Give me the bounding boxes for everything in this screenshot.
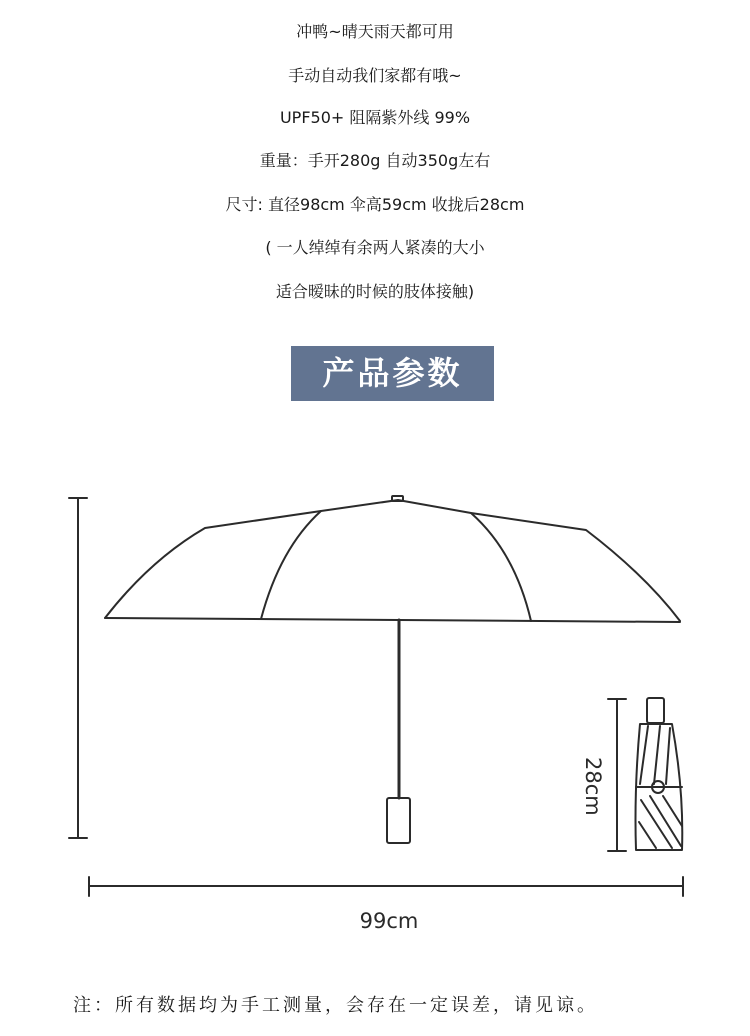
intro-line-6: ( 一人绰绰有余两人紧凑的大小: [265, 238, 485, 257]
intro-line-2: 手动自动我们家都有哦~: [288, 66, 462, 85]
measurement-footnote: 注：所有数据均为手工测量，会存在一定误差，请见谅。: [73, 995, 598, 1016]
umbrella-rib-right: [471, 513, 531, 621]
height-dimension-line: [69, 498, 87, 838]
width-label: 99cm: [359, 909, 419, 933]
intro-line-5: 尺寸: 直径98cm 伞高59cm 收拢后28cm: [225, 195, 525, 214]
umbrella-canopy: [105, 500, 680, 621]
width-dimension-line: [89, 877, 683, 896]
intro-line-4: 重量：手开280g 自动350g左右: [259, 151, 491, 170]
folded-length-dimension-line: [608, 699, 626, 851]
intro-line-1: 冲鸭~晴天雨天都可用: [296, 22, 454, 41]
intro-line-7: 适合暧昧的时候的肢体接触): [275, 282, 475, 301]
folded-length-label: 28cm: [581, 757, 605, 816]
intro-line-3: UPF50+ 阻隔紫外线 99%: [279, 108, 471, 127]
umbrella-rib-left: [261, 511, 321, 619]
folded-umbrella-handle: [647, 698, 664, 723]
umbrella-tip: [392, 496, 403, 501]
section-title-banner: 产品参数: [291, 346, 494, 401]
umbrella-canopy-base: [105, 618, 680, 622]
umbrella-handle: [387, 798, 410, 843]
folded-umbrella-icon: [636, 698, 683, 850]
